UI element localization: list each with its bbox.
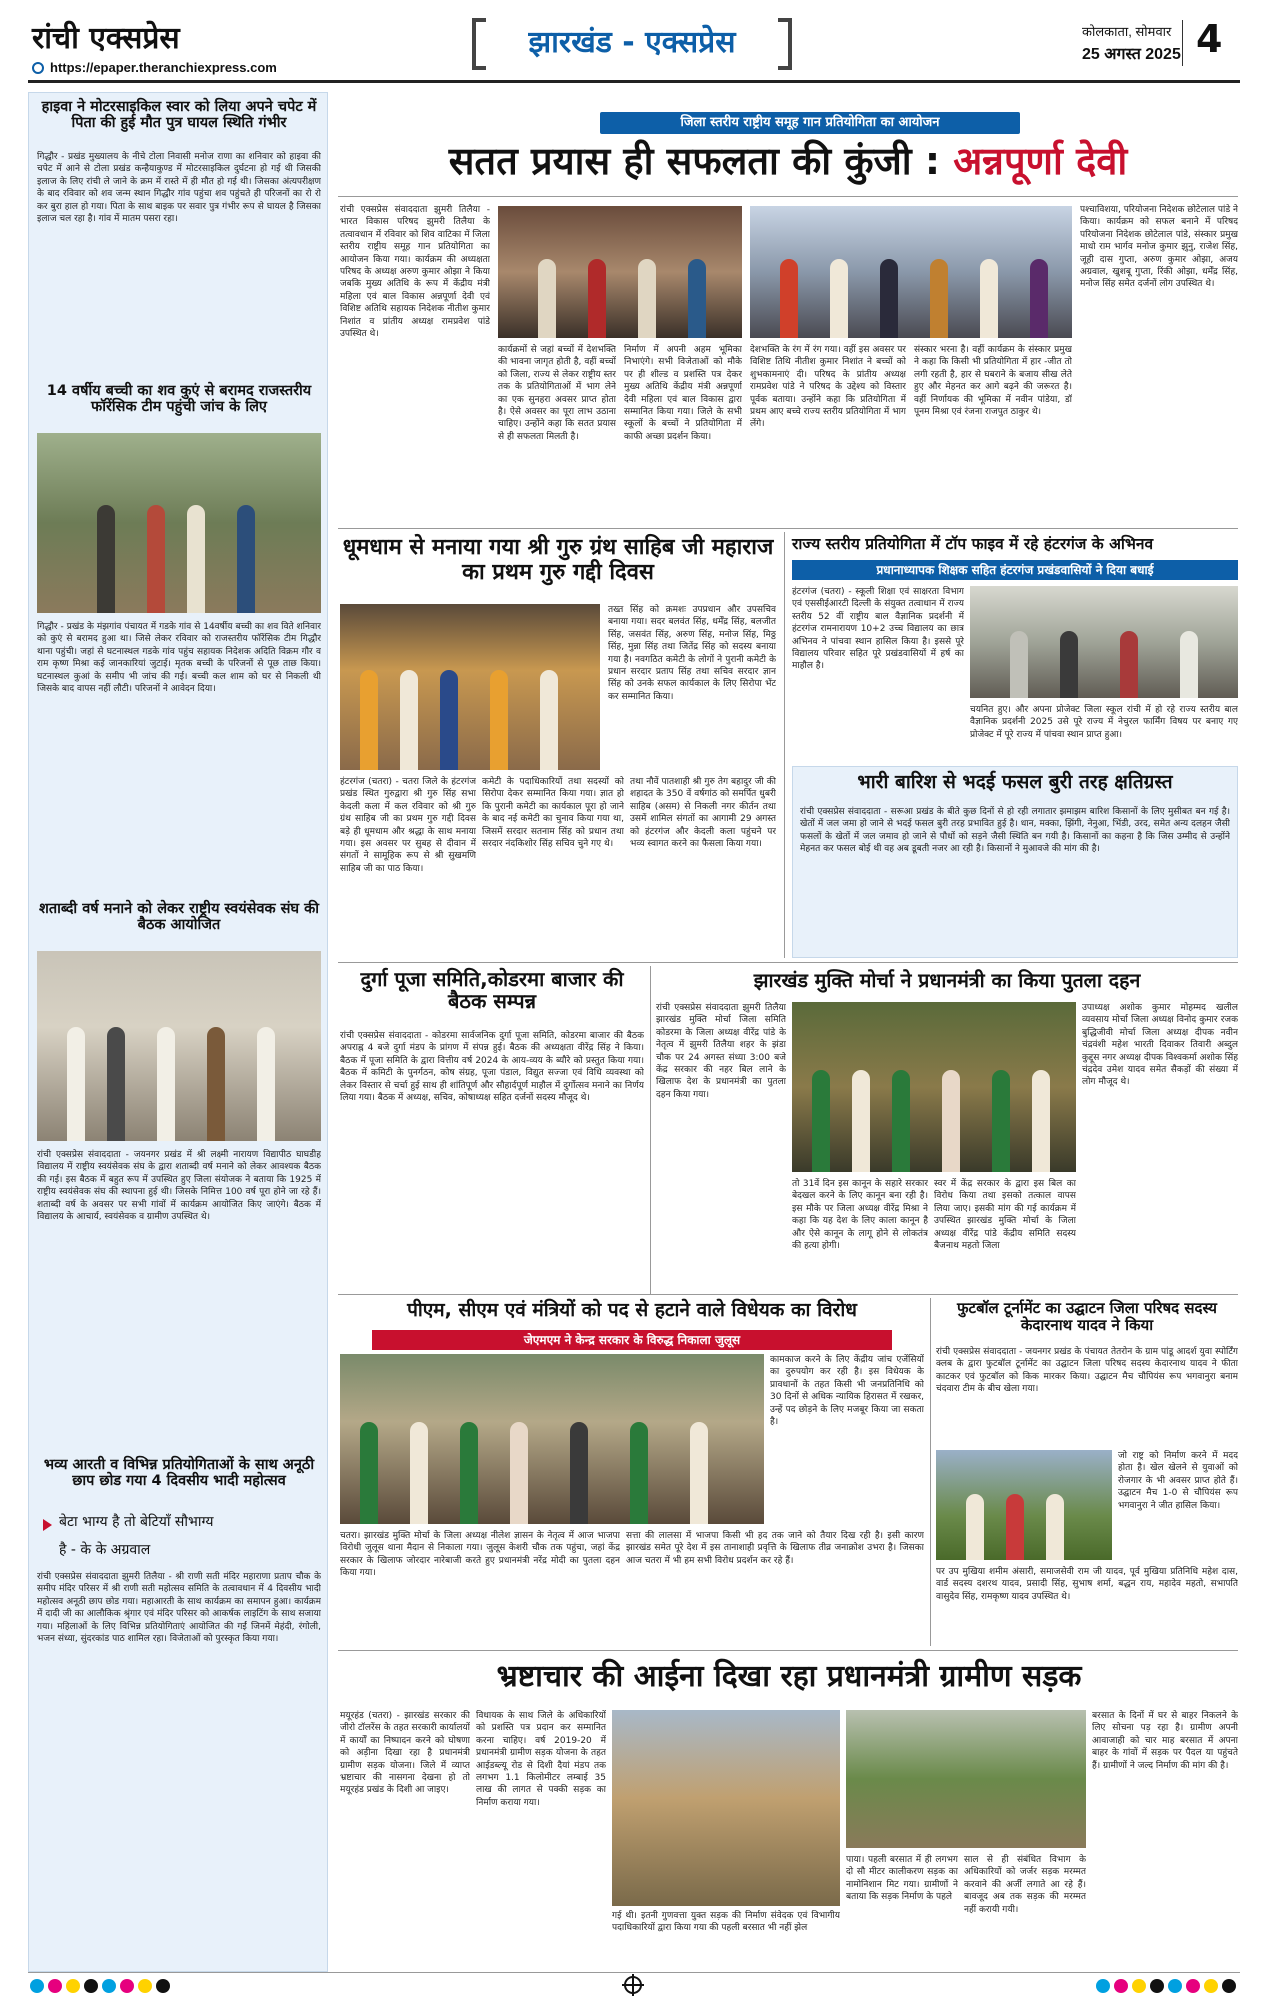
news-photo [340, 1354, 764, 1524]
news-photo [750, 206, 1072, 338]
color-dot [1168, 1979, 1182, 1993]
article-body: कार्यक्रमों से जहां बच्चों में देशभक्ति की भावना जागृत होती है, वहीं बच्चों को जिला, राज्य से लेकर राष्ट्रीय स्तर तक के प्रतियोगिताओं में भाग लेने का एक सुनहरा अवसर प्राप्त होता है। ऐसे अवसर का पूरा लाभ उठाना चाहिए। उन्होंने कहा कि सतत प्रयास से ही सफलता मिलती है। [498, 345, 616, 442]
article-body: मयूरहंड (चतरा) - झारखंड सरकार की जीरो टॉलरेंस के तहत सरकारी कार्यालयों में कार्यों का निष्पादन करने को घोषणा को अड़ीना दिखा रहा है प्रधानमंत्री ग्रामीण सड़क योजना। जिले में व्याप्त भ्रष्टाचार की नासगना देखना हो तो मयूरहंड प्रखंड के दिशी आ जाइए। [340, 1711, 470, 1796]
globe-icon [32, 62, 44, 74]
color-dot [138, 1979, 152, 1993]
article-body: पर उप मुखिया शमीम अंसारी, समाजसेवी राम जी यादव, पूर्व मुखिया प्रतिनिधि महेश दास, वार्ड सदस्य दशरथ यादव, प्रसादी सिंह, सुभाष शर्मा, बद्धन राय, महादेव महतो, सभापति वासुदेव सिंह, रामकृष्ण यादव उपस्थित थे। [936, 1567, 1238, 1602]
article-body: गिद्धौर - प्रखंड मुख्यालय के नीचे टोला निवासी मनोज राणा का शनिवार को हाइवा की चपेट में आने से टोला प्रखंड कन्हैयाकुण्ड में मोटरसाइकिल दुर्घटना हो गई थी जिसकी इलाज के लिए रांची ले जाने के क्रम में रास्ते में ही मौत हो गई थी। जिसका अंत्यपरीक्षण के बाद रविवार को शव जन्म स्थान गिद्धौर गांव पहुंचा शव पहुंचते ही परिजनों का रो रो कर बुरा हाल हो गया। पिता के साथ बाइक पर सवार पुत्र गंभीर रूप से घायल है जिसका इलाज चल रहा है। गांव में मातम पसरा रहा। [37, 152, 321, 225]
article-body: रांची एक्सप्रेस संवाददाता - कोडरमा सार्वजनिक दुर्गा पूजा समिति, कोडरमा बाजार की बैठक अपराह्न 4 बजे दुर्गा मंडप के प्रांगण में संपन्न हुई। बैठक की अध्यक्षता वीरेंद्र सिंह ने किया। बैठक में पूजा समिति के द्वारा वित्तीय वर्ष 2024 के आय-व्यय के ब्यौरे को प्रस्तुत किया गया। बैठक में कमिटी के पुनर्गठन, कोष संग्रह, पूजा पंडाल, विद्युत सज्जा एवं विधि व्यवस्था को लेकर विस्तार से चर्चा हुई साथ ही शांतिपूर्ण और सौहार्दपूर्ण माहौल में दुर्गोत्सव मनाने का निर्णय लिया गया। बैठक में अध्यक्ष, सचिव, कोषाध्यक्ष सहित दर्जनों सदस्य मौजूद थे। [340, 1031, 644, 1104]
section-banner [472, 18, 792, 70]
color-dot [1132, 1979, 1146, 1993]
article-title: फुटबॉल टूर्नामेंट का उद्घाटन जिला परिषद सदस्य केदारनाथ यादव ने किया [956, 1299, 1218, 1334]
article-body: रांची एक्सप्रेस संवाददाता झुमरी तिलैया झारखंड मुक्ति मोर्चा जिला समिति कोडरमा के जिला अध्यक्ष वीरेंद्र पांडे के नेतृत्व में झुमरी तिलैया शहर के झंडा चौक पर 24 अगस्त संध्या 3:00 बजे केंद्र सरकार की नहर बिल लाने के खिलाफ देश के प्रधानमंत्री का पुतला दहन किया गया। [656, 1003, 786, 1100]
article-title: भ्रष्टाचार की आईना दिखा रहा प्रधानमंत्री ग्रामीण सड़क [496, 1659, 1082, 1694]
color-dot [48, 1979, 62, 1993]
news-photo [37, 433, 321, 613]
pull-quote: बेटा भाग्य है तो बेटियाँ सौभाग्य [59, 1514, 214, 1530]
color-dot [1150, 1979, 1164, 1993]
news-photo [498, 206, 742, 338]
article-body: पाया। पहली बरसात में ही लगभग दो सौ मीटर कालीकरण सड़क का नामोनिशान मिट गया। ग्रामीणों ने बताया कि सड़क निर्माण के पहले [846, 1855, 958, 1903]
article-title: हाइवा ने मोटरसाइकिल स्वार को लिया अपने चपेट में पिता की हुई मौत पुत्र घायल स्थिति गंभीर [41, 99, 317, 132]
photo-caption: गई थी। इतनी गुणवत्ता युक्त सड़क की निर्माण संवेदक एवं विभागीय पदाधिकारियों द्वारा किया गया की पहली बरसात भी नहीं झेल [612, 1911, 840, 1934]
article-body: तख्त सिंह को क्रमशः उपप्रधान और उपसचिव बनाया गया। सदर बलवंत सिंह, धर्मेंद्र सिंह, बलजीत सिंह, जसवंत सिंह, अरुण सिंह, मनोज सिंह, मिठ्ठ सिंह, मुन्ना सिंह तथा जितेंद्र सिंह को सदस्य बनाया गया है। नवगठित कमेटी के लोगों ने पुरानी कमेटी के प्रधान सरदार प्रताप सिंह तथा सचिव सरदार ज्ञान सिंह को उनके सफल कार्यकाल के लिए सिरोपा भेंट कर सम्मानित किया। [608, 605, 776, 702]
color-dot [30, 1979, 44, 1993]
color-dot [1096, 1979, 1110, 1993]
article-body: रांची एक्सप्रेस संवाददाता - जयनगर प्रखंड में श्री लक्ष्मी नारायण विद्यापीठ घाघडीह विद्यालय में राष्ट्रीय स्वयंसेवक संघ के द्वारा शताब्दी वर्ष मनाने को लेकर आवश्यक बैठक की गई। इस बैठक में बहुत रूप में उपस्थित हुए जिला संयोजक ने बताया कि 1925 में राष्ट्रीय स्वयंसेवक संघ की स्थापना हुई थी। जिसके निमित्त 100 वर्ष पूरा होने जा रहे हैं। शताब्दी वर्ष के अवसर पर सभी गांवों में कार्यक्रम आयोजित किए जाएंगे। बैठक में विद्यालय के आचार्य, स्वयंसेवक व ग्रामीण उपस्थित थे। [37, 1150, 321, 1223]
top-headline-part: सतत प्रयास ही सफलता की कुंजी : [448, 139, 941, 183]
footer-rule [28, 1972, 1240, 1973]
news-photo [612, 1710, 840, 1906]
top-headline [338, 140, 1238, 183]
article-title: भव्य आरती व विभिन्न प्रतियोगिताओं के साथ अनूठी छाप छोड गया 4 दिवसीय भादी महोत्सव [43, 1457, 315, 1490]
article-strap: प्रधानाध्यापक शिक्षक सहित हंटरगंज प्रखंडवासियों ने दिया बधाई [792, 560, 1238, 580]
article-body: चयनित हुए। और अपना प्रोजेक्ट जिला स्कूल रांची में हो रहे राज्य स्तरीय बाल वैज्ञानिक प्रदर्शनी 2025 उसे पूरे राज्य में नेचुरल फार्मिंग विषय पर बनाए गए प्रोजेक्ट में पूरे राज्य में पांचवा स्थान प्राप्त हुआ। [970, 705, 1238, 740]
top-headline-name: अन्नपूर्णा देवी [953, 139, 1128, 183]
pull-quote: है - के के अग्रवाल [59, 1542, 151, 1558]
news-photo [792, 1002, 1076, 1172]
news-photo [340, 604, 600, 770]
article-title: पीएम, सीएम एवं मंत्रियों को पद से हटाने वाले विधेयक का विरोध [407, 1299, 857, 1321]
color-dot [1222, 1979, 1236, 1993]
article-body: हंटरगंज (चतरा) - स्कूली शिक्षा एवं साक्षरता विभाग एवं एससीईआरटी दिल्ली के संयुक्त तत्वाधान में राज्य स्तरीय 52 वीं राष्ट्रीय बाल वैज्ञानिक प्रदर्शनी में हंटरगंज रामनारायण 10+2 उच्च विद्यालय का छात्र अभिनव ने पांचवा स्थान हासिल किया है। इससे पूरे विद्यालय परिवार सहित पूरे प्रखंडवासियों में हर्ष का माहौल है। [792, 587, 964, 672]
news-photo [936, 1450, 1112, 1560]
article-body: गिद्धौर - प्रखंड के मंझगांव पंचायत में गडके गांव से 14वर्षीय बच्ची का शव विते शनिवार को कुएं से बरामद हुआ था। जिसे लेकर रविवार को राजस्तरीय फॉरेंसिक टीम गिद्धौर थाना पहुंची। जहां से घटनास्थल गडके गांव पहुंच सहायक निदेशक अदिति विक्रम गौर व राम कृष्ण मिश्रा कई जानकारियां जुटाई। मृतक बच्ची के परिजनों से पूछ ताछ किया। घटनास्थल कुआं के समीप भी जांच की गई। बच्ची कल शाम को घर से निकली थी जिसके बाद वापस नहीं लौटी। परिजनों ने आवेदन दिया। [37, 622, 321, 695]
article-title: झारखंड मुक्ति मोर्चा ने प्रधानमंत्री का किया पुतला दहन [753, 969, 1141, 992]
article-body: निर्माण में अपनी अहम भूमिका निभाएंगे। सभी विजेताओं को मौके पर ही शील्ड व प्रशस्ति पत्र देकर मुख्य अतिथि केंद्रीय मंत्री अन्नपूर्णा देवी महिला एवं बाल विकास द्वारा सम्मानित किया गया। जिले के सभी स्कूलों के बच्चों ने प्रतियोगिता में काफी अच्छा प्रदर्शन किया। [624, 345, 742, 442]
article-body: उपाध्यक्ष अशोक कुमार मोहम्मद खलील व्यवसाय मोर्चा जिला अध्यक्ष विनोद कुमार रजक बुद्धिजीवी मोर्चा जिला अध्यक्ष दीपक नवीन चंद्रवंशी महेश भारती दिवाकर तिवारी अब्दुल कुद्दूस नगर अध्यक्ष दीपक विश्वकर्मा अशोक सिंह चंद्रदेव उमेश यादव समेत सैकड़ों की संख्या में लोग मौजूद थे। [1082, 1003, 1238, 1088]
arrow-bullet-icon [43, 1519, 52, 1531]
article-title: राज्य स्तरीय प्रतियोगिता में टॉप फाइव में रहे हंटरगंज के अभिनव [792, 535, 1154, 553]
article-body: कामकाज करने के लिए केंद्रीय जांच एजेंसियों का दुरुपयोग कर रही है। इस विधेयक के प्रावधानों के तहत किसी भी जनप्रतिनिधि को 30 दिनों से अधिक न्यायिक हिरासत में रखकर, उन्हें पद छोड़ने के लिए मजबूर किया जा सकता है। [770, 1355, 924, 1428]
color-registration-bar [1096, 1978, 1240, 1997]
article-body: बरसात के दिनों में घर से बाहर निकलने के लिए सोचना पड़ रहा है। ग्रामीण अपनी आवाजाही को चार माह बरसात में अपना बाहर के गांवों में सड़क पर पैदल या पहुंचते हैं। ग्रामीणों ने जल्द निर्माण की मांग की है। [1092, 1711, 1238, 1771]
article-body: संस्कार भरना है। वहीं कार्यक्रम के संस्कार प्रमुख ने कहा कि किसी भी प्रतियोगिता में हार -जीत तो लगी रहती है, हार से घबराने के बजाय सीख लेते हुए और मेहनत कर आगे बढ़ने की जरूरत है। वहीं निर्णायक की भूमिका में नवीन पांडेया, डॉ पूनम मिश्रा एवं रंजना राजपुत ठाकुर थे। [914, 345, 1072, 418]
article-body: रांची एक्सप्रेस संवाददाता - जयनगर प्रखंड के पंचायत तेतरोन के ग्राम पांडू आदर्श युवा स्पोर्टिंग क्लब के द्वारा फुटबॉल टूर्नामेंट का उद्घाटन जिला परिषद सदस्य केदारनाथ यादव ने फीता काटकर एवं फुटबॉल को किक मारकर किया। उद्घाटन मैच चौपियंस रूप भगवानुरा बनाम चंदवारा टीम के बीच खेला गया। [936, 1347, 1238, 1395]
color-dot [102, 1979, 116, 1993]
article-body: देशभक्ति के रंग में रंग गया। वहीं इस अवसर पर विशिष्ट तिथि नीतीश कुमार निशांत ने बच्चों को शुभकामनाएं दी। परिषद के प्रांतीय अध्यक्ष रामप्रवेश पांडे ने परिषद के उद्देश्य को विस्तार पूर्वक बताया। उन्होंने कहा कि प्रतियोगिता में प्रथम आए बच्चे राज्य स्तरीय प्रतियोगिता में भाग लेंगे। [750, 345, 906, 430]
color-dot [1186, 1979, 1200, 1993]
color-dot [120, 1979, 134, 1993]
article-body: चतरा। झारखंड मुक्ति मोर्चा के जिला अध्यक्ष नीलेश ज्ञासन के नेतृत्व में आज भाजपा विरोधी जुलूस थाना मैदान से निकाला गया। जुलूस केशरी चौक तक पहुंचा, जहां केंद्र सरकार के खिलाफ जोरदार नारेबाजी करते हुए प्रधानमंत्री नरेंद्र मोदी का पुतला दहन किया गया। [340, 1531, 620, 1579]
city-day: कोलकाता, सोमवार [1082, 24, 1172, 39]
article-body: पश्चाविशया, परियोजना निदेशक छोटेलाल पांडे ने किया। कार्यक्रम को सफल बनाने में परिषद परियोजना निदेशक छोटेलाल पांडे, संस्कार प्रमुख माधो राम भार्गव मनोज कुमार झुनु, राजेश सिंह, जूही दास गुप्ता, अरुण कुमार ओझा, अजय अग्रवाल, खुशबू गुप्ता, रिंकी ओझा, धर्मेंद्र सिंह, मनोज सिंह समेत दर्जनों लोग उपस्थित थे। [1080, 205, 1238, 290]
page-number: 4 [1196, 17, 1223, 61]
article-title: दुर्गा पूजा समिति,कोडरमा बाजार की बैठक सम्पन्न [360, 967, 624, 1014]
section-title: झारखंड - एक्सप्रेस [528, 25, 736, 60]
article-body: विधायक के साथ जिले के अधिकारियों को प्रशस्ति पत्र प्रदान कर सम्मानित करना चाहिए। वर्ष 2019-20 में प्रधानमंत्री ग्रामीण सड़क योजना के तहत आईडब्ल्यू रोड से दिशी दैयां मंडप तक लगभग 1.1 किलोमीटर लम्बाई 35 लाख की लागत से पक्की सड़क का निर्माण कराया गया। [476, 1711, 606, 1808]
color-dot [156, 1979, 170, 1993]
article-body: तो 31वें दिन इस कानून के सहारे सरकार बेदखल करने के लिए कानून बना रही है। इस मौके पर जिला अध्यक्ष वीरेंद्र मिश्रा ने कहा कि यह देश के लिए काला कानून है और ऐसे कानून के लागू होने से लोकतंत्र की हत्या होगी। [792, 1179, 928, 1252]
color-dot [84, 1979, 98, 1993]
article-body: सत्ता की लालसा में भाजपा किसी भी हद तक जाने को तैयार दिख रही है। इसी कारण झारखंड समेत पूरे देश में इस तानाशाही प्रवृत्ति के खिलाफ तीव्र जनाक्रोश उभरा है। जिसका आज चतरा में भी हम सभी विरोध प्रदर्शन कर रहे हैं। [626, 1531, 924, 1566]
article-body: कमेटी के पदाधिकारियों तथा सदस्यों को सिरोपा देकर सम्मानित किया गया। ज्ञात हो कि पुरानी कमेटी का कार्यकाल पूरा हो जाने के बाद नई कमेटी का चुनाव किया गया था, जिसमें सरदार सतनाम सिंह को प्रधान तथा सरदार नंदकिशोर सिंह सचिव चुने गए थे। [482, 777, 624, 850]
registration-target-icon [624, 1976, 642, 1994]
masthead-rule [28, 80, 1240, 83]
article-body: साल से ही संबंधित विभाग के अधिकारियों को जर्जर सड़क मरम्मत करवाने की अर्जी लगाते आ रहे हैं। बावजूद अब तक सड़क की मरम्मत नहीं करायी गयी। [964, 1855, 1086, 1915]
article-title: धूमधाम से मनाया गया श्री गुरु ग्रंथ साहिब जी महाराज का प्रथम गुरु गद्दी दिवस [342, 535, 774, 585]
epaper-url[interactable]: https://epaper.theranchiexpress.com [50, 60, 277, 75]
masthead [0, 0, 1268, 80]
article-body: जो राष्ट्र को निर्माण करने में मदद होता है। खेल खेलने से युवाओं को रोजगार के भी अवसर प्राप्त होते हैं। उद्घाटन मैच 1-0 से चौपियंस रूप भगवानुरा ने जीत हासिल किया। [1118, 1451, 1238, 1511]
left-column [28, 92, 328, 1972]
newspaper-logo: रांची एक्सप्रेस [32, 21, 180, 56]
article-body: हंटरगंज (चतरा) - चतरा जिले के हंटरगंज प्रखंड स्थित गुरुद्वारा श्री गुरु सिंह सभा केदली कला में कल रविवार को श्री गुरु ग्रंथ साहिब जी का प्रथम गुरु गद्दी दिवस बड़े ही धूमधाम और श्रद्धा के साथ मनाया गया। इस अवसर पर सुबह से दीवान में संगतों ने सामूहिक रूप से श्री सुखमणि साहिब जी का पाठ किया। [340, 777, 476, 874]
article-strap: जेएमएम ने केन्द्र सरकार के विरुद्ध निकाला जुलूस [372, 1330, 892, 1350]
top-strap: जिला स्तरीय राष्ट्रीय समूह गान प्रतियोगिता का आयोजन [600, 112, 1020, 134]
news-photo [970, 586, 1238, 698]
article-body: रांची एक्सप्रेस संवाददाता - सरूआ प्रखंड के बीते कुछ दिनों से हो रही लगातार झमाझम बारिश किसानों के लिए मुसीबत बन गई है। खेतों में जल जमा हो जाने से भदई फसल बुरी तरह प्रभावित हुई है। धान, मक्का, झिंगी, नेनुआ, भिंडी, उरद, समेत अन्य दलहन जैसी फसलों के खेतों में जल जमाव हो जाने से पौधों को सड़ने जैसी स्थिति बन गयी है। किसानों का कहना है कि जिस उम्मीद से उन्होंने मेहनत कर फसल बोई थी वह अब डूबती नजर आ रही है। किसानों ने मुआवजे की मांग की है। [800, 807, 1230, 855]
article-title: शताब्दी वर्ष मनाने को लेकर राष्ट्रीय स्वयंसेवक संघ की बैठक आयोजित [39, 901, 319, 934]
color-registration-bar [30, 1978, 174, 1997]
color-dot [66, 1979, 80, 1993]
color-dot [1204, 1979, 1218, 1993]
article-title: भारी बारिश से भदई फसल बुरी तरह क्षतिग्रस्त [857, 771, 1173, 793]
article-title: 14 वर्षीय बच्ची का शव कुएं से बरामद राजस्तरीय फॉरेंसिक टीम पहुंची जांच के लिए [46, 383, 312, 416]
news-photo [37, 951, 321, 1141]
article-body: स्वर में केंद्र सरकार के द्वारा इस बिल का विरोध किया तथा इसको तत्काल वापस लिया जाए। इसकी मांग की गई कार्यक्रम में उपस्थित झारखंड मुक्ति मोर्चा के जिला अध्यक्ष वीरेंद्र पांडे केंद्रीय समिति सदस्य बैजनाथ महतो जिला [934, 1179, 1076, 1252]
article-body: रांची एक्सप्रेस संवाददाता झुमरी तिलैया - श्री राणी सती मंदिर महाराणा प्रताप चौक के समीप मंदिर परिसर में श्री राणी सती महोत्सव समिति के तत्वावधान में 4 दिवसीय भादी महोत्सव अनूठी छाप छोड गया। महाआरती के साथ कार्यक्रम का समापन हुआ। कार्यक्रम में दादी जी का आलौकिक श्रृंगार एवं मंदिर परिसर को आकर्षक लाइटिंग के साथ सजाया गया। महिलाओं के लिए विभिन्न प्रतियोगिताएं आयोजित की गईं जिनमें मेहंदी, रंगोली, भजन संध्या, सुंदरकांड पाठ शामिल रहा। विजेताओं को पुरस्कृत किया गया। [37, 1572, 321, 1645]
article-body: रांची एक्सप्रेस संवाददाता झुमरी तिलैया - भारत विकास परिषद झुमरी तिलैया के तत्वावधान में रविवार को शिव वाटिका में जिला स्तरीय राष्ट्रीय समूह गान प्रतियोगिता का आयोजन किया गया। कार्यक्रम की अध्यक्षता परिषद के अध्यक्ष अरुण कुमार ओझा ने किया जबकि मुख्य अतिथि के रूप में केंद्रीय मंत्री महिला एवं बाल विकास अन्नपूर्णा देवी एवं विशिष्ट अतिथि सहायक निदेशक नीतीश कुमार निशांत व प्रांतीय अध्यक्ष रामप्रवेश पांडे उपस्थित थे। [340, 205, 490, 340]
article-body: तथा नौवें पातशाही श्री गुरु तेग बहादुर जी की शहादत के 350 वें वर्षगांठ को समर्पित धुबरी साहिब (असम) से निकली नगर कीर्तन तथा उसमें शामिल संगतों का आगामी 29 अगस्त को हंटरगंज और केदली कला पहुंचने पर भव्य स्वागत करने का फैसला किया गया। [630, 777, 776, 850]
news-photo [846, 1710, 1086, 1848]
color-dot [1114, 1979, 1128, 1993]
issue-date: 25 अगस्त 2025 [1082, 46, 1181, 63]
